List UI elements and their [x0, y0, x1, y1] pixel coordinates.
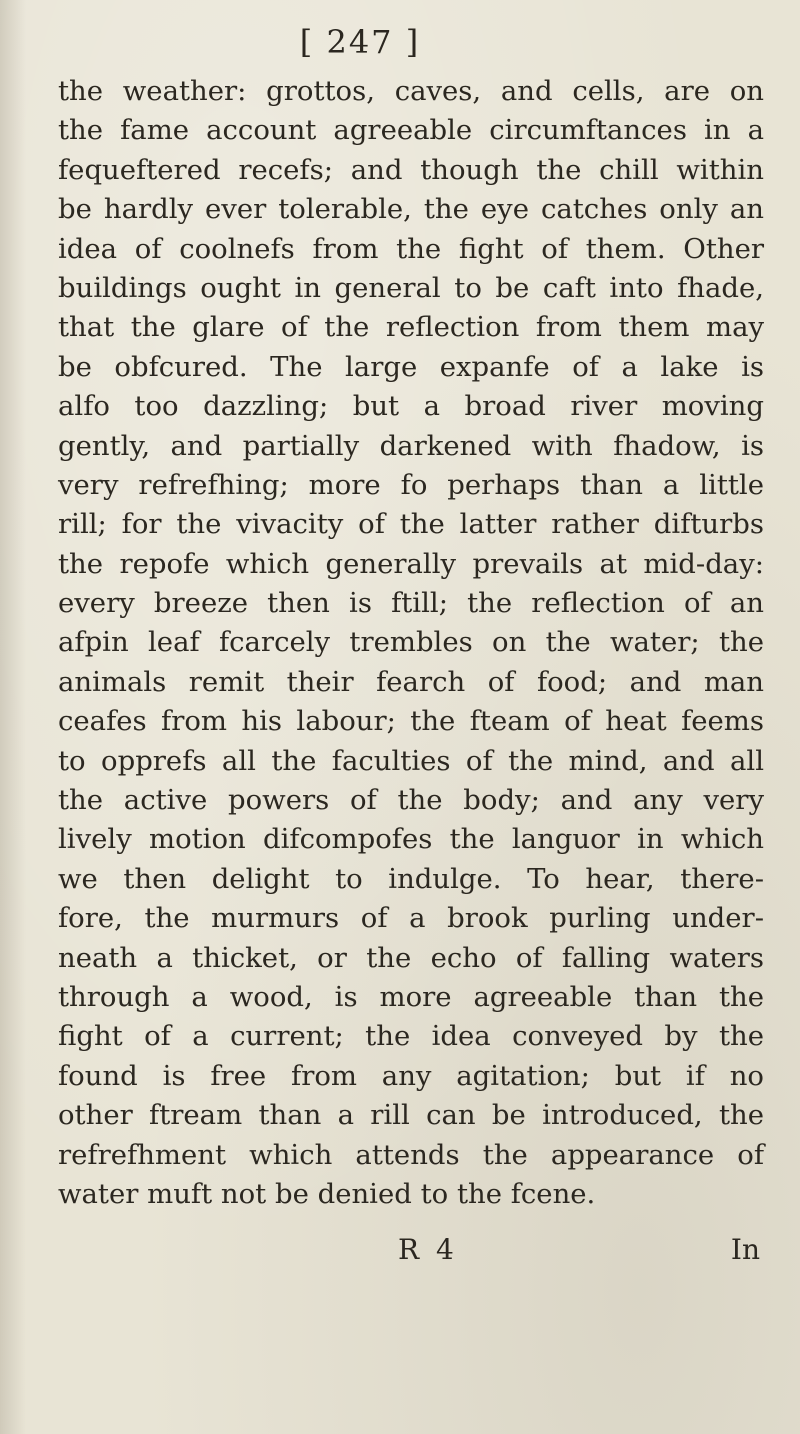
text-line: neath a thicket, or the echo of falling waters [58, 941, 764, 974]
text-line: the weather: grottos, caves, and cells, are on [58, 75, 764, 107]
text-line: alfo too dazzling; but a broad river moving [58, 390, 764, 423]
text-line: afpin leaf fcarcely trembles on the water; the [58, 626, 764, 659]
text-line: rill; for the vivacity of the latter rather difturbs [58, 508, 764, 541]
text-line: be obfcured. The large expanfe of a lake is [58, 350, 764, 383]
signature-mark: R 4 [398, 1233, 458, 1266]
text-line: animals remit their fearch of food; and man [58, 665, 764, 698]
text-line: ceafes from his labour; the fteam of heat feems [58, 705, 764, 738]
page-number: [ 247 ] [299, 23, 421, 61]
text-line: fore, the murmurs of a brook purling under- [58, 902, 764, 935]
text-line: be hardly ever tolerable, the eye catches only an [58, 193, 764, 226]
text-line: buildings ought in general to be caft into fhade, [58, 271, 764, 304]
text-line: the active powers of the body; and any very [58, 784, 764, 817]
text-line: refrefhment which attends the appearance of [58, 1138, 764, 1171]
text-line: to opprefs all the faculties of the mind, and all [58, 744, 764, 777]
text-line: through a wood, is more agreeable than the [58, 980, 764, 1013]
binding-shadow [0, 0, 26, 1434]
text-line: found is free from any agitation; but if no [58, 1059, 764, 1092]
text-line: water muft not be denied to the fcene. [58, 1177, 596, 1210]
text-line: lively motion difcompofes the languor in which [58, 823, 764, 856]
text-line: idea of coolnefs from the fight of them. Other [58, 232, 764, 265]
body-text [58, 72, 764, 1214]
text-line: fequeftered recefs; and though the chill within [58, 153, 764, 186]
text-line: fight of a current; the idea conveyed by the [58, 1020, 764, 1053]
text-line: we then delight to indulge. To hear, there- [58, 862, 764, 895]
text-line: very refrefhing; more fo perhaps than a little [58, 468, 764, 501]
text-line: the repofe which generally prevails at mid-day: [58, 547, 764, 580]
page-footer [0, 1230, 800, 1270]
text-line: other ftream than a rill can be introduced, the [58, 1099, 764, 1132]
catchword: In [730, 1233, 760, 1266]
text-line: the fame account agreeable circumftances in a [58, 114, 764, 147]
text-line: gently, and partially darkened with fhadow, is [58, 429, 764, 462]
text-line: that the glare of the reflection from them may [58, 311, 764, 344]
text-line: every breeze then is ftill; the reflection of an [58, 587, 764, 620]
